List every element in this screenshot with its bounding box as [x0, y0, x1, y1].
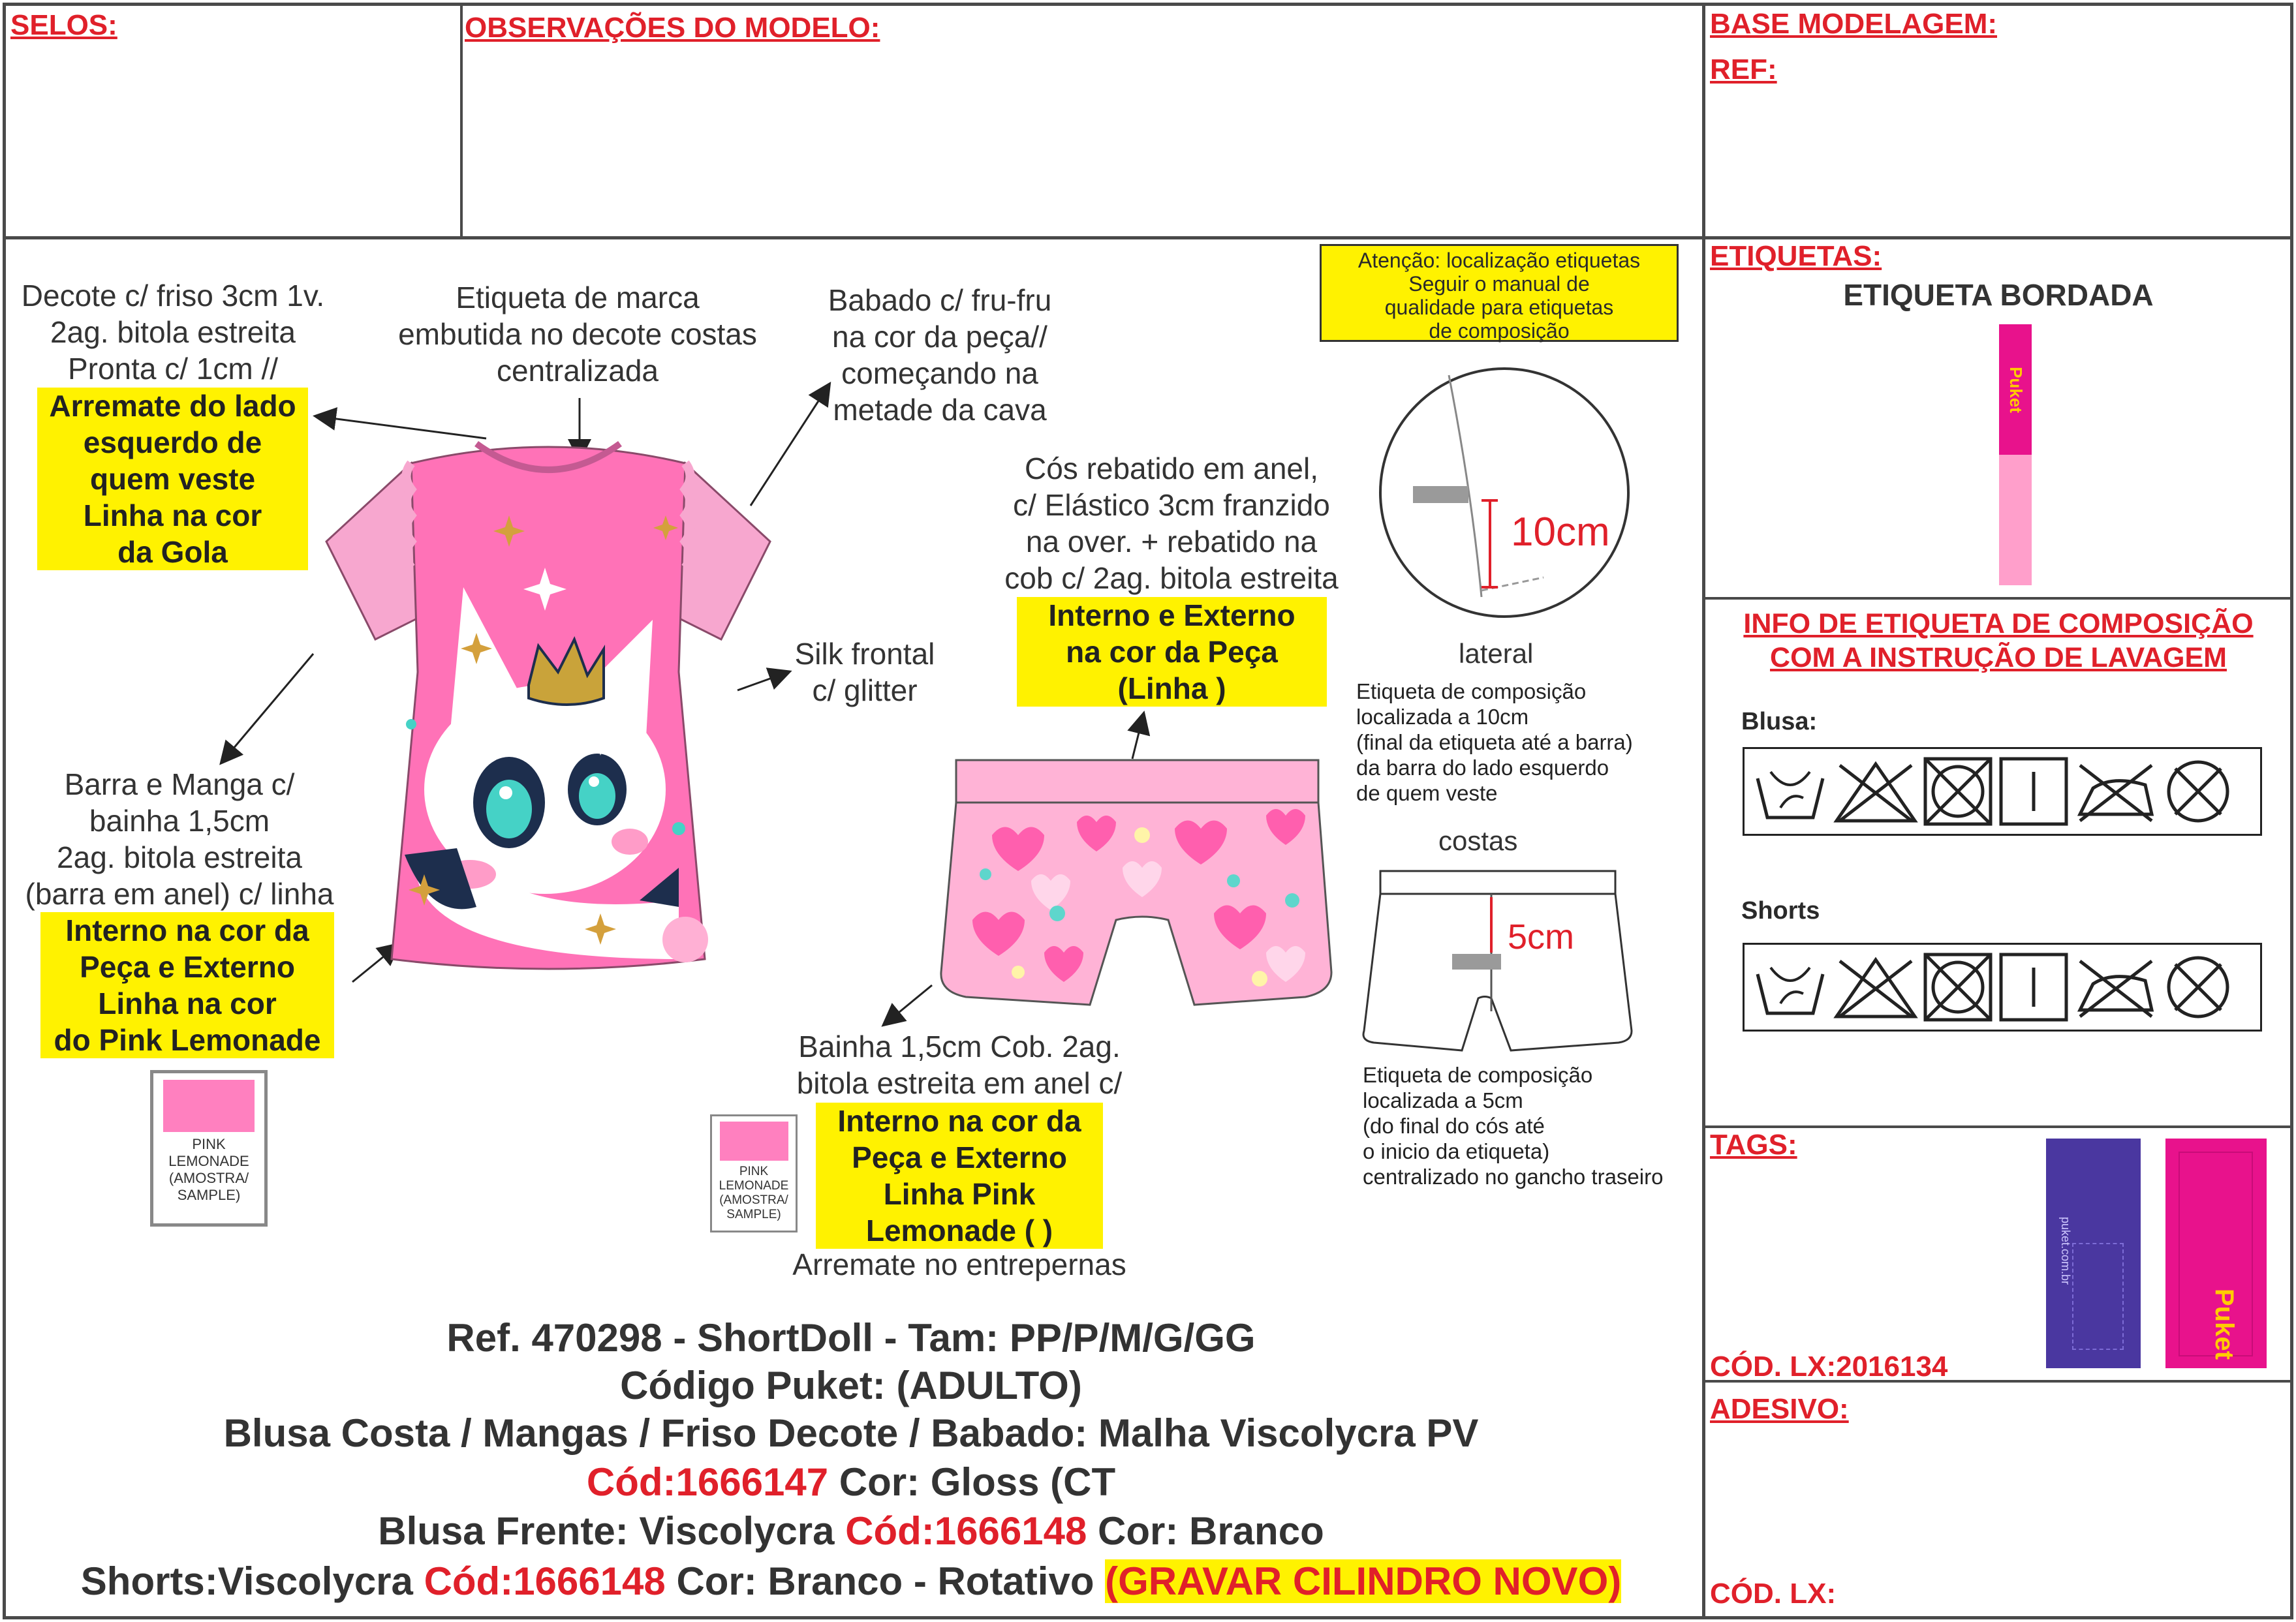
no-tumble-dry-icon [1922, 951, 1994, 1023]
swatch-pink-lemonade-2: PINK LEMONADE (AMOSTRA/ SAMPLE) [710, 1114, 798, 1232]
cod-lx-adesivo: CÓD. LX: [1710, 1578, 1837, 1610]
blusa-frente-line: Blusa Frente: Viscolycra Cód:1666148 Cor: Branco [378, 1509, 1324, 1553]
ref-line: Ref. 470298 - ShortDoll - Tam: PP/P/M/G/GG [446, 1316, 1256, 1360]
arremate-note: Arremate no entrepernas [792, 1247, 1126, 1281]
no-bleach-icon [1833, 955, 1918, 1020]
no-iron-icon [2073, 759, 2158, 824]
tags-heading: TAGS: [1710, 1129, 1797, 1161]
dim-10cm: 10cm [1511, 510, 1610, 555]
blusa-costa-line: Blusa Costa / Mangas / Friso Decote / Babado: Malha Viscolycra PV [223, 1411, 1479, 1455]
no-dry-clean-icon [2162, 951, 2234, 1023]
etiqueta-lateral-note: Etiqueta de composição localizada a 10cm (final da etiqueta até a barra) da barra do lado esquerdo de quem veste [1356, 679, 1633, 805]
divider-info-bottom [1703, 1125, 2293, 1128]
line-dry-icon [1998, 756, 2070, 827]
shorts-back-illustration [1354, 868, 1641, 1057]
puket-brand: Puket [2006, 366, 2026, 413]
handwash-icon [1751, 759, 1829, 824]
barra-highlight: Interno na cor da Peça e Externo Linha na cor do Pink Lemonade [40, 912, 334, 1058]
cos-note: Cós rebatido em anel, c/ Elástico 3cm franzido na over. + rebatido na cob c/ 2ag. bitola estreita [1004, 451, 1339, 595]
divider-right-column [1702, 3, 1705, 1619]
lateral-detail-circle [1374, 362, 1635, 623]
shorts-front-illustration [927, 757, 1344, 1037]
info-composicao-heading: INFO DE ETIQUETA DE COMPOSIÇÃO COM A INSTRUÇÃO DE LAVAGEM [1743, 608, 2254, 673]
gravar-cilindro-highlight: (GRAVAR CILINDRO NOVO) [1105, 1559, 1622, 1603]
codigo-puket-line: Código Puket: (ADULTO) [620, 1364, 1082, 1407]
border-right [2290, 3, 2293, 1619]
swatch-color [720, 1122, 788, 1161]
swatch-color [163, 1080, 255, 1132]
decote-highlight: Arremate do lado esquerdo de quem veste Linha na cor da Gola [37, 388, 308, 570]
cod-1666147: Cód:1666147 [586, 1460, 829, 1504]
shorts-care-symbols [1743, 943, 2262, 1032]
handwash-icon [1751, 955, 1829, 1020]
barra-note: Barra e Manga c/ bainha 1,5cm 2ag. bitola estreita (barra em anel) c/ linha [25, 767, 334, 911]
babado-note: Babado c/ fru-fru na cor da peça// começando na metade da cava [828, 283, 1052, 427]
woven-label [1999, 324, 2032, 585]
shorts-line: Shorts:Viscolycra Cód:1666148 Cor: Branco - Rotativo (GRAVAR CILINDRO NOVO) [80, 1559, 1622, 1603]
etiqueta-costas-note: Etiqueta de composição localizada a 5cm (do final do cós até o inicio da etiqueta) centralizado no gancho traseiro [1363, 1063, 1664, 1189]
silk-note: Silk frontal c/ glitter [794, 637, 935, 707]
tag-brand: Puket [2210, 1289, 2239, 1360]
no-iron-icon [2073, 955, 2158, 1020]
blouse-illustration [313, 424, 783, 992]
swatch-pink-lemonade-1: PINK LEMONADE (AMOSTRA/ SAMPLE) [150, 1070, 268, 1227]
bainha-highlight: Interno na cor da Peça e Externo Linha Pink Lemonade ( ) [816, 1103, 1103, 1249]
etiquetas-heading: ETIQUETAS: [1710, 240, 1882, 272]
cos-highlight: Interno e Externo na cor da Peça (Linha ) [1017, 597, 1327, 707]
adesivo-heading: ADESIVO: [1710, 1393, 1849, 1425]
shorts-label: Shorts [1741, 897, 1820, 925]
hang-tag-blue [2046, 1139, 2141, 1368]
tag-url: puket.com.br [2059, 1217, 2072, 1285]
blusa-care-symbols [1743, 747, 2262, 836]
decote-note: Decote c/ friso 3cm 1v. 2ag. bitola estreita Pronta c/ 1cm // [21, 279, 325, 386]
ref-heading: REF: [1710, 54, 1777, 85]
dim-5cm: 5cm [1508, 917, 1575, 956]
selos-heading: SELOS: [10, 9, 117, 41]
hang-tag-pink [2165, 1139, 2267, 1368]
etiqueta-marca-note: Etiqueta de marca embutida no decote costas centralizada [398, 281, 757, 388]
no-bleach-icon [1833, 759, 1918, 824]
lateral-label: lateral [1459, 638, 1534, 669]
bainha-note: Bainha 1,5cm Cob. 2ag. bitola estreita em anel c/ [796, 1030, 1123, 1100]
no-dry-clean-icon [2162, 756, 2234, 827]
atencao-box: Atenção: localização etiquetas Seguir o manual de qualidade para etiquetas de composição [1320, 244, 1679, 342]
cod-gloss-line: Cód:1666147 Cor: Gloss (CT [586, 1460, 1116, 1504]
no-tumble-dry-icon [1922, 756, 1994, 827]
observacoes-heading: OBSERVAÇÕES DO MODELO: [465, 12, 880, 44]
cod-lx-tags: CÓD. LX:2016134 [1710, 1351, 1948, 1383]
etiqueta-bordada-title: ETIQUETA BORDADA [1843, 278, 2154, 312]
divider-etiquetas-bottom [1703, 597, 2293, 600]
base-modelagem-heading: BASE MODELAGEM: [1710, 8, 1997, 40]
costas-label: costas [1438, 825, 1518, 856]
blusa-label: Blusa: [1741, 708, 1818, 735]
line-dry-icon [1998, 951, 2070, 1023]
